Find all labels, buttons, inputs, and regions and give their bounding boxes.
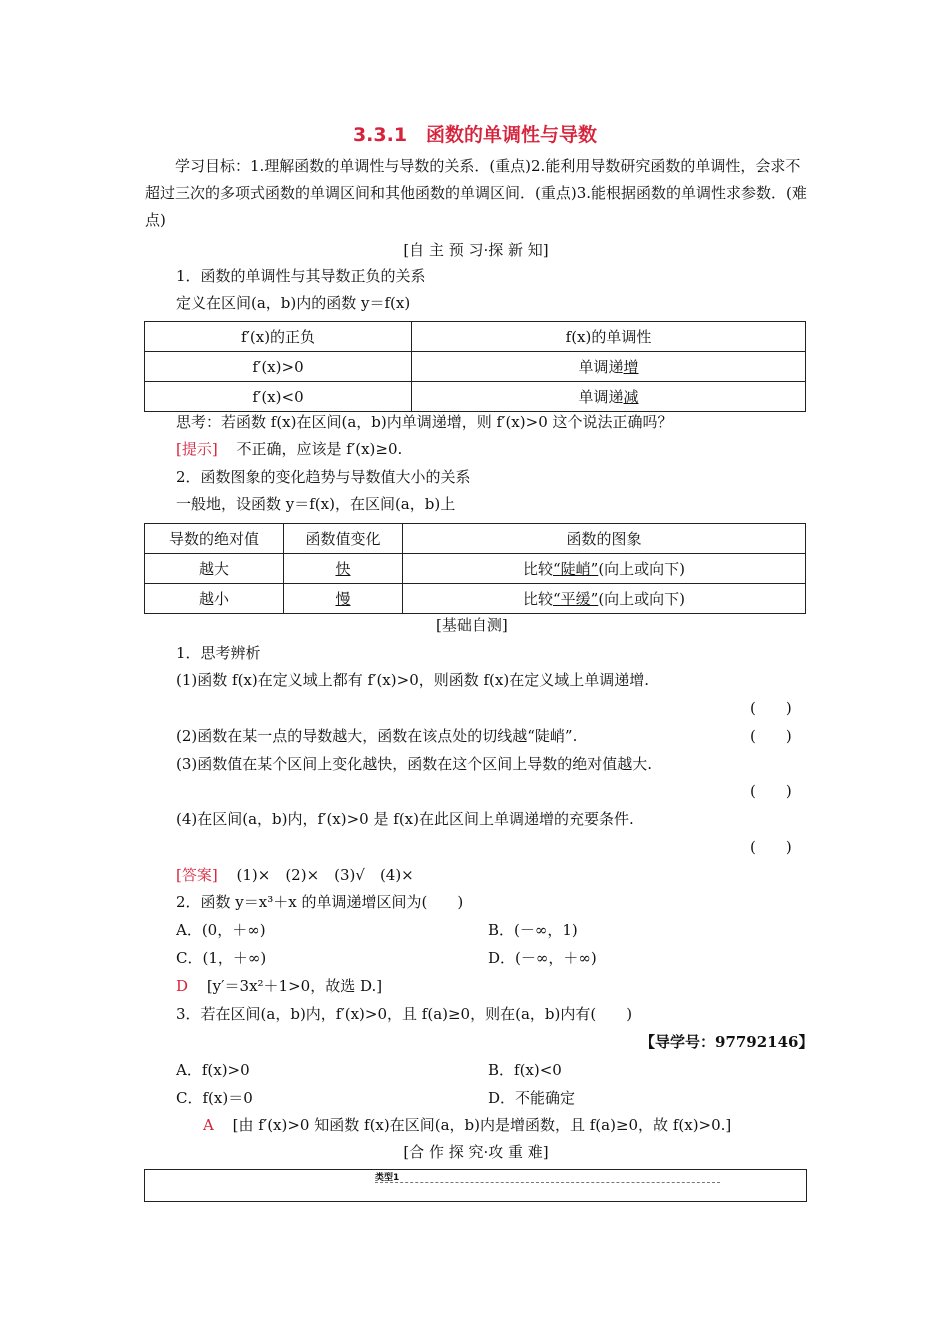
q1-item: (2)函数在某一点的导数越大，函数在该点处的切线越“陡峭”. bbox=[176, 727, 578, 745]
answer-tag: [答案] bbox=[176, 866, 218, 884]
topic1-intro: 定义在区间(a，b)内的函数 y＝f(x) bbox=[176, 294, 411, 312]
fill-in-answer: “陡峭” bbox=[552, 560, 599, 578]
topic1-heading: 1．函数的单调性与其导数正负的关系 bbox=[176, 267, 426, 285]
page-title: 3.3.1 函数的单调性与导数 bbox=[352, 124, 598, 146]
section-header-explore: [合 作 探 究·攻 重 难] bbox=[403, 1143, 549, 1161]
answer-text: [y′＝3x²＋1>0，故选 D.] bbox=[206, 977, 383, 995]
q1-item: (4)在区间(a，b)内，f′(x)>0 是 f(x)在此区间上单调递增的充要条件. bbox=[176, 810, 634, 828]
think-question: 思考：若函数 f(x)在区间(a，b)内单调递增，则 f′(x)>0 这个说法正确吗？ bbox=[176, 413, 673, 431]
answer-letter: D bbox=[176, 977, 189, 995]
type-tag: 类型1 bbox=[375, 1173, 400, 1183]
answer-blank: ( ) bbox=[750, 782, 792, 800]
option-b: B．f(x)<0 bbox=[488, 1061, 562, 1079]
derivative-sign-table bbox=[144, 321, 806, 412]
fill-in-answer: 增 bbox=[623, 358, 639, 376]
table-cell bbox=[284, 584, 403, 614]
q3-answer bbox=[203, 1114, 731, 1136]
q2-answer bbox=[176, 975, 382, 997]
hint-text: 不正确，应该是 f′(x)≥0. bbox=[236, 440, 403, 458]
cell-text: (向上或向下) bbox=[598, 590, 686, 608]
graph-trend-table bbox=[144, 523, 806, 614]
hint-line bbox=[176, 438, 402, 460]
hint-tag: [提示] bbox=[176, 440, 218, 458]
guide-reference: 【导学号：97792146】 bbox=[640, 1033, 814, 1051]
fill-in-answer: 快 bbox=[335, 560, 351, 578]
fill-in-answer: 减 bbox=[623, 388, 639, 406]
answer-blank: ( ) bbox=[750, 838, 792, 856]
answer-letter: A bbox=[203, 1116, 214, 1134]
self-test-header: [基础自测] bbox=[436, 616, 508, 634]
table-header: f′(x)的正负 bbox=[145, 322, 412, 352]
table-header-row bbox=[145, 322, 806, 352]
table-row bbox=[145, 584, 806, 614]
option-c: C．(1，＋∞) bbox=[176, 949, 267, 967]
option-d: D．(－∞，＋∞) bbox=[488, 949, 597, 967]
table-cell: f′(x)>0 bbox=[145, 352, 412, 382]
answer-text: [由 f′(x)>0 知函数 f(x)在区间(a，b)内是增函数，且 f(a)≥0，故 f(x)>0.] bbox=[232, 1116, 732, 1134]
table-cell bbox=[412, 352, 806, 382]
table-cell bbox=[403, 584, 806, 614]
topic2-heading: 2．函数图象的变化趋势与导数值大小的关系 bbox=[176, 468, 471, 486]
topic2-intro: 一般地，设函数 y＝f(x)，在区间(a，b)上 bbox=[176, 495, 456, 513]
table-cell: f′(x)<0 bbox=[145, 382, 412, 412]
table-cell bbox=[403, 554, 806, 584]
cell-text: 比较 bbox=[522, 590, 553, 608]
q1-item: (3)函数值在某个区间上变化越快，函数在这个区间上导数的绝对值越大. bbox=[176, 755, 653, 773]
table-cell bbox=[412, 382, 806, 412]
q1-answer bbox=[176, 864, 414, 886]
option-b: B．(－∞，1) bbox=[488, 921, 578, 939]
section-header-preview: [自 主 预 习·探 新 知] bbox=[403, 241, 549, 259]
option-c: C．f(x)＝0 bbox=[176, 1089, 253, 1107]
option-a: A．(0，＋∞) bbox=[176, 921, 266, 939]
q3-stem: 3．若在区间(a，b)内，f′(x)>0，且 f(a)≥0，则在(a，b)内有( ) bbox=[176, 1005, 633, 1023]
table-header: f(x)的单调性 bbox=[412, 322, 806, 352]
table-header: 函数值变化 bbox=[284, 524, 403, 554]
option-a: A．f(x)>0 bbox=[176, 1061, 250, 1079]
q2-stem: 2．函数 y＝x³＋x 的单调递增区间为( ) bbox=[176, 893, 464, 911]
table-row bbox=[145, 352, 806, 382]
type-frame bbox=[144, 1169, 807, 1202]
answer-text: (1)× (2)× (3)√ (4)× bbox=[236, 866, 414, 884]
table-header: 函数的图象 bbox=[403, 524, 806, 554]
answer-blank: ( ) bbox=[750, 699, 792, 717]
fill-in-answer: 慢 bbox=[335, 590, 351, 608]
table-header-row bbox=[145, 524, 806, 554]
table-row bbox=[145, 382, 806, 412]
table-header: 导数的绝对值 bbox=[145, 524, 284, 554]
dashed-divider bbox=[375, 1182, 720, 1183]
cell-text: 比较 bbox=[522, 560, 553, 578]
table-cell bbox=[284, 554, 403, 584]
q1-item: (1)函数 f(x)在定义域上都有 f′(x)>0，则函数 f(x)在定义域上单调递增. bbox=[176, 671, 649, 689]
table-cell: 越小 bbox=[145, 584, 284, 614]
cell-text: 单调递 bbox=[578, 358, 624, 376]
answer-blank: ( ) bbox=[750, 727, 792, 745]
q1-heading: 1．思考辨析 bbox=[176, 644, 261, 662]
cell-text: 单调递 bbox=[578, 388, 624, 406]
cell-text: (向上或向下) bbox=[598, 560, 686, 578]
learning-objectives: 学习目标：1.理解函数的单调性与导数的关系．(重点)2.能利用导数研究函数的单调性，会求不超过三次的多项式函数的单调区间和其他函数的单调区间．(重点)3.能根据函数的单调性求参数．(难点) bbox=[145, 157, 807, 229]
option-d: D．不能确定 bbox=[488, 1089, 576, 1107]
table-row bbox=[145, 554, 806, 584]
table-cell: 越大 bbox=[145, 554, 284, 584]
fill-in-answer: “平缓” bbox=[552, 590, 599, 608]
